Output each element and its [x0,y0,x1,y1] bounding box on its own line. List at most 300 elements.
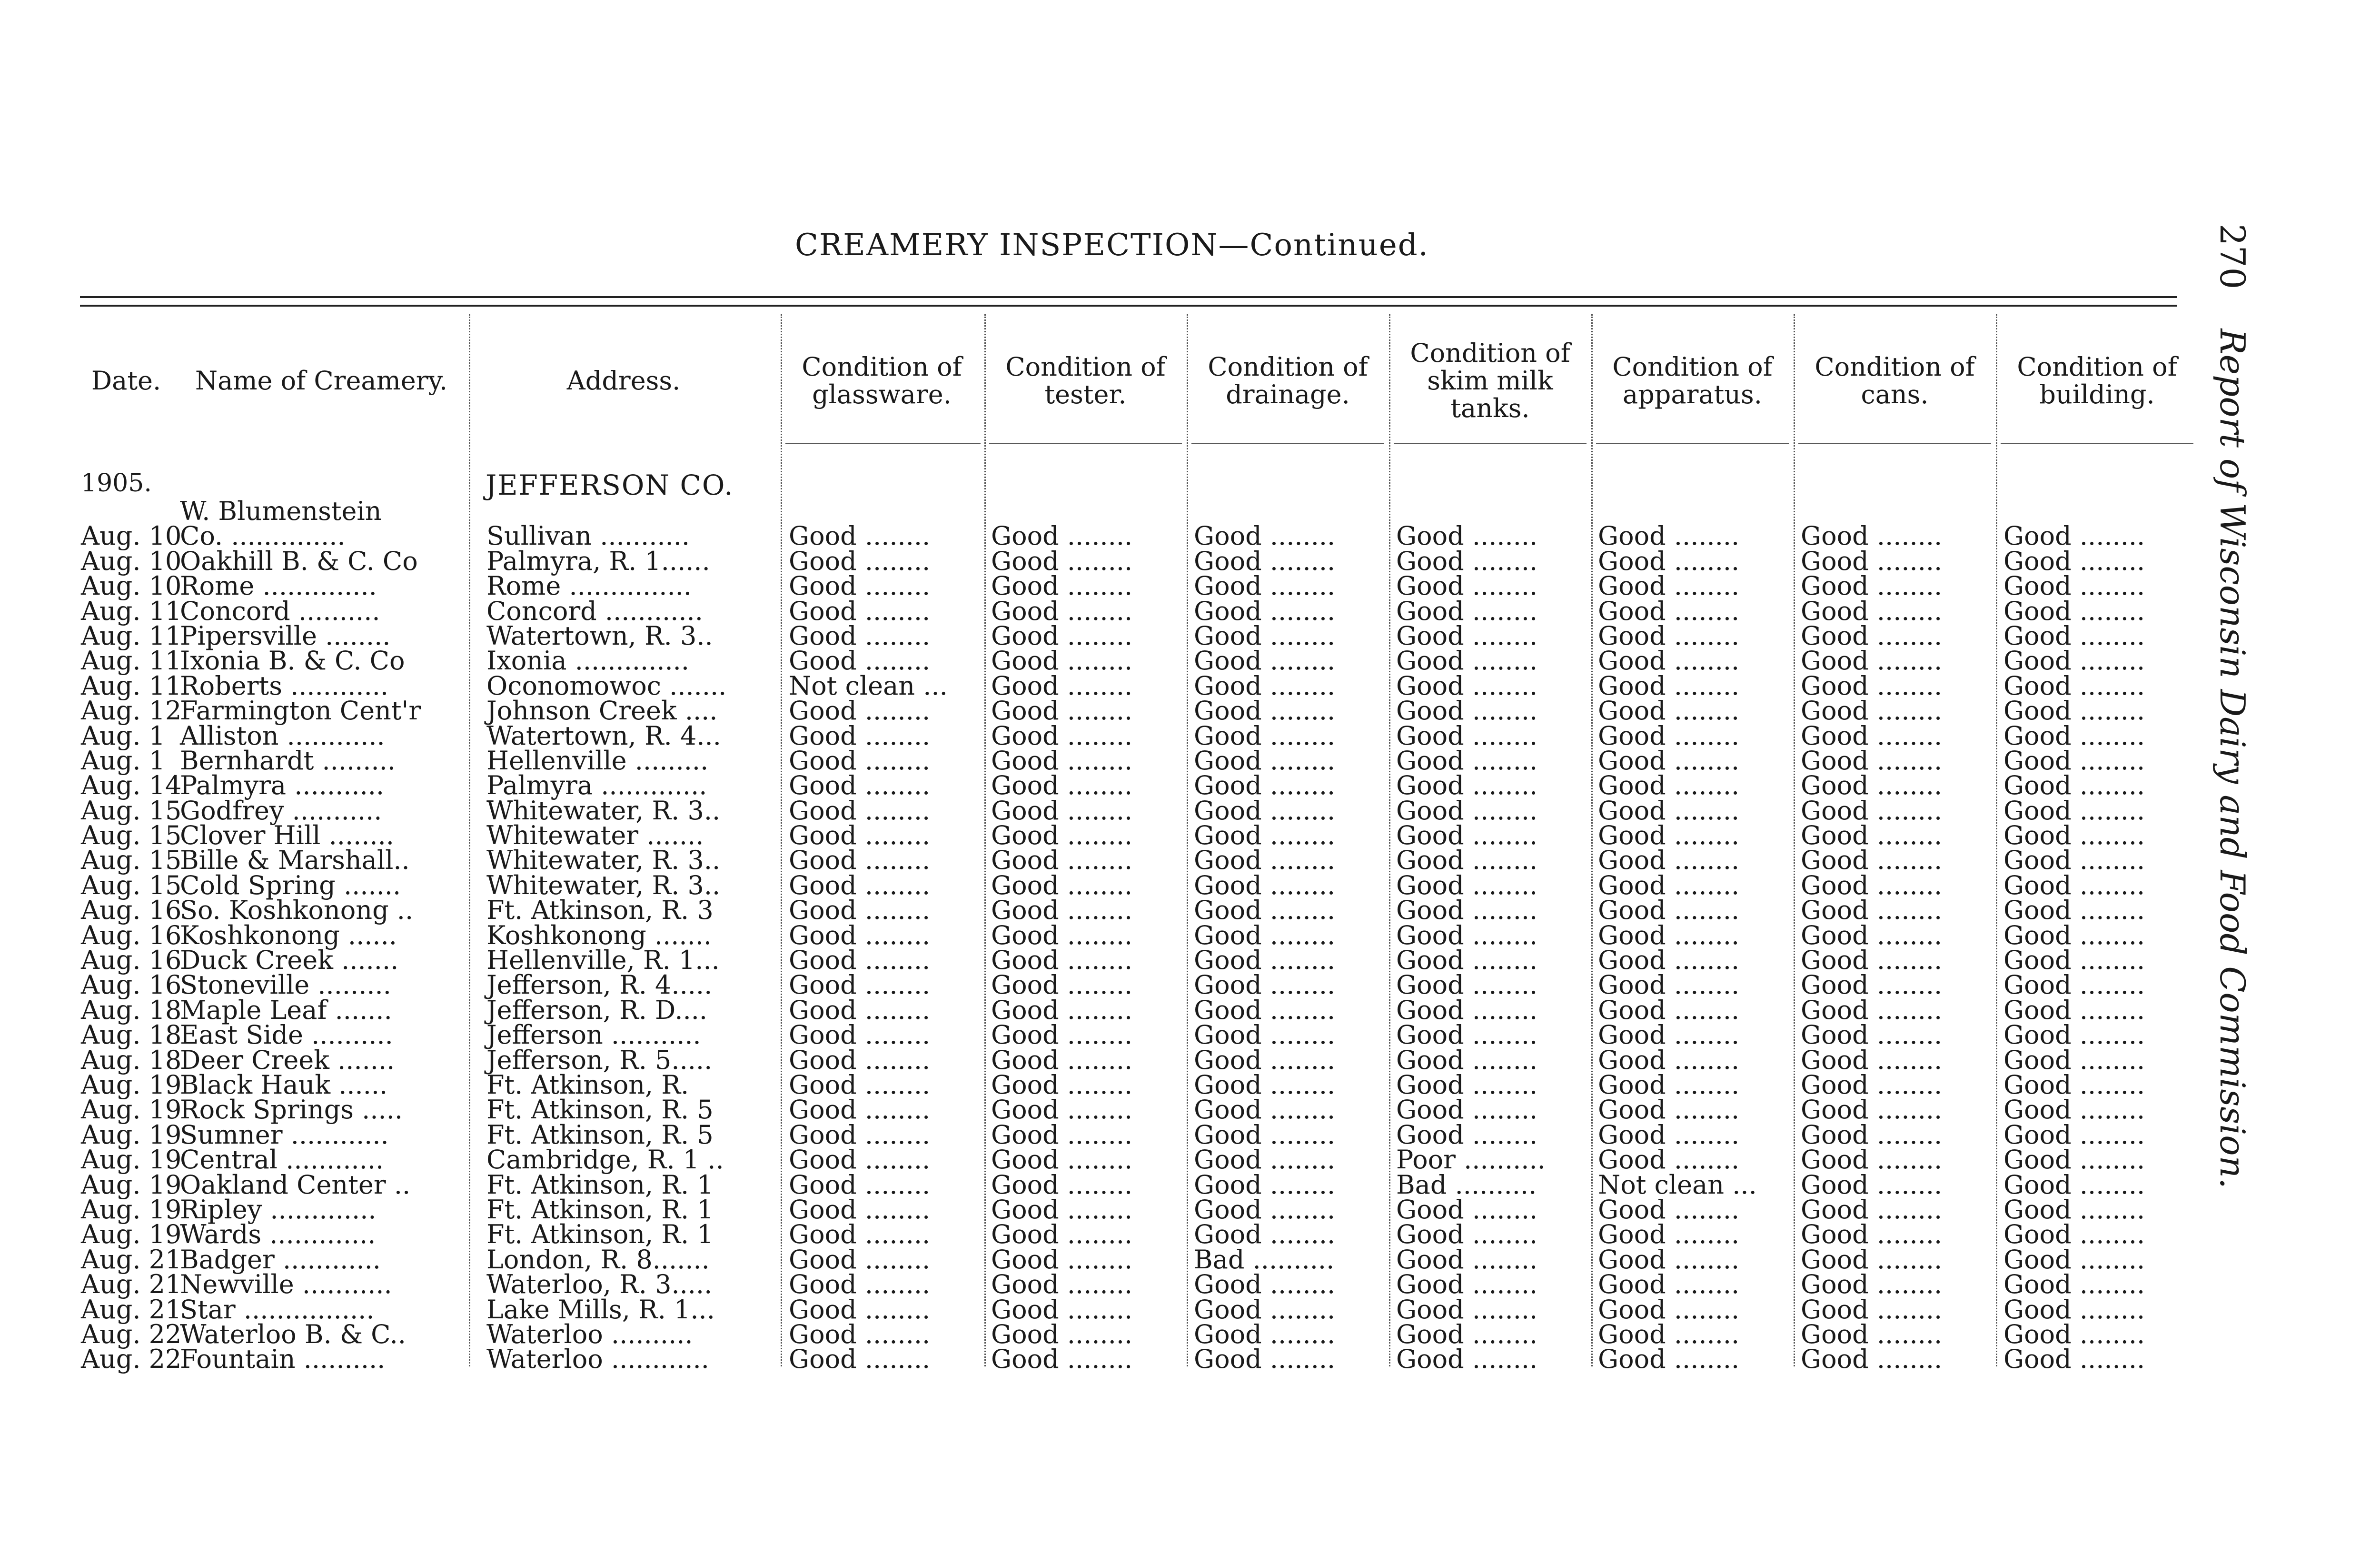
header-cans: Condition of cans. [1815,352,1975,409]
creamery-address: Lake Mills, R. 1... [486,1294,715,1325]
condition-glassware: Good ........ [789,770,931,801]
condition-drainage: Good ........ [1194,1294,1336,1325]
creamery-address: Jefferson ........... [486,1020,701,1050]
condition-cans: Good ........ [1801,770,1943,801]
creamery-address: Whitewater, R. 3.. [486,795,721,826]
creamery-address: Ft. Atkinson, R. 1 [486,1194,714,1225]
header-skim-milk-tanks: Condition of skim milk tanks. [1410,338,1570,423]
condition-tester: Good ........ [991,745,1133,776]
condition-apparatus: Good ........ [1598,1319,1740,1349]
inspection-date: Aug. 18 [81,1045,182,1075]
condition-glassware: Good ........ [789,895,931,926]
condition-skim-milk-tanks: Good ........ [1396,1020,1538,1050]
header-name: Name of Creamery. [195,366,448,396]
condition-skim-milk-tanks: Good ........ [1396,770,1538,801]
condition-cans: Good ........ [1801,1169,1943,1200]
inspection-date: Aug. 18 [81,1020,182,1050]
condition-glassware: Good ........ [789,1269,931,1300]
condition-drainage: Good ........ [1194,546,1336,576]
inspection-date: Aug. 19 [81,1095,182,1125]
condition-cans: Good ........ [1801,696,1943,726]
header-building: Condition of building. [2017,352,2177,409]
condition-building: Good ........ [2003,1095,2145,1125]
table-row [76,1344,2180,1375]
condition-apparatus: Good ........ [1598,1194,1740,1225]
condition-drainage: Good ........ [1194,820,1336,851]
condition-building: Good ........ [2003,1269,2145,1300]
table-row [76,1119,2180,1150]
condition-glassware: Not clean ... [789,670,948,701]
condition-drainage: Good ........ [1194,1020,1336,1050]
condition-apparatus: Good ........ [1598,770,1740,801]
condition-tester: Good ........ [991,1045,1133,1075]
inspection-date: Aug. 19 [81,1194,182,1225]
condition-glassware: Good ........ [789,1169,931,1200]
creamery-name: Waterloo B. & C.. [180,1319,406,1349]
creamery-address: Palmyra, R. 1...... [486,546,710,576]
condition-glassware: Good ........ [789,995,931,1025]
table-row [76,845,2180,876]
inspection-date: Aug. 16 [81,945,182,976]
condition-tester: Good ........ [991,995,1133,1025]
condition-cans: Good ........ [1801,1219,1943,1250]
creamery-name: Alliston ............ [180,720,385,751]
condition-drainage: Good ........ [1194,1344,1336,1375]
condition-building: Good ........ [2003,571,2145,601]
condition-skim-milk-tanks: Good ........ [1396,720,1538,751]
inspection-date: Aug. 19 [81,1169,182,1200]
condition-apparatus: Not clean ... [1598,1169,1757,1200]
condition-skim-milk-tanks: Good ........ [1396,895,1538,926]
condition-glassware: Good ........ [789,1319,931,1349]
creamery-name: Ripley ............. [180,1194,377,1225]
condition-skim-milk-tanks: Good ........ [1396,521,1538,551]
creamery-address: Concord ............ [486,596,703,626]
condition-drainage: Good ........ [1194,945,1336,976]
creamery-address: Ft. Atkinson, R. 5 [486,1119,714,1150]
condition-skim-milk-tanks: Good ........ [1396,620,1538,651]
condition-apparatus: Good ........ [1598,795,1740,826]
condition-building: Good ........ [2003,1020,2145,1050]
condition-cans: Good ........ [1801,870,1943,900]
inspection-date: Aug. 19 [81,1219,182,1250]
condition-apparatus: Good ........ [1598,1070,1740,1100]
condition-glassware: Good ........ [789,1194,931,1225]
inspection-date: Aug. 19 [81,1119,182,1150]
condition-cans: Good ........ [1801,970,1943,1000]
table-row [76,720,2180,751]
condition-drainage: Good ........ [1194,1194,1336,1225]
inspection-date: Aug. 15 [81,870,182,900]
condition-apparatus: Good ........ [1598,1344,1740,1375]
creamery-address: Waterloo ............ [486,1344,709,1375]
condition-cans: Good ........ [1801,745,1943,776]
creamery-name: Duck Creek ....... [180,945,399,976]
condition-glassware: Good ........ [789,745,931,776]
creamery-name: Star ................ [180,1294,375,1325]
inspection-date: Aug. 15 [81,845,182,876]
condition-apparatus: Good ........ [1598,895,1740,926]
inspection-date: Aug. 22 [81,1319,182,1349]
condition-drainage: Good ........ [1194,1070,1336,1100]
condition-skim-milk-tanks: Good ........ [1396,870,1538,900]
condition-cans: Good ........ [1801,1194,1943,1225]
condition-apparatus: Good ........ [1598,970,1740,1000]
condition-drainage: Good ........ [1194,1219,1336,1250]
condition-skim-milk-tanks: Good ........ [1396,1269,1538,1300]
table-row [76,696,2180,726]
condition-building: Good ........ [2003,1294,2145,1325]
condition-drainage: Good ........ [1194,870,1336,900]
condition-cans: Good ........ [1801,1145,1943,1175]
table-row [76,646,2180,676]
condition-skim-milk-tanks: Good ........ [1396,795,1538,826]
creamery-name: Pipersville ........ [180,620,391,651]
condition-glassware: Good ........ [789,1344,931,1375]
header-apparatus: Condition of apparatus. [1612,352,1773,409]
condition-tester: Good ........ [991,845,1133,876]
condition-tester: Good ........ [991,920,1133,950]
condition-tester: Good ........ [991,895,1133,926]
condition-skim-milk-tanks: Good ........ [1396,1219,1538,1250]
condition-drainage: Good ........ [1194,970,1336,1000]
condition-apparatus: Good ........ [1598,845,1740,876]
creamery-name: Farmington Cent'r [180,696,421,726]
header-underline [785,443,981,444]
creamery-address: Ft. Atkinson, R. 1 [486,1219,714,1250]
condition-building: Good ........ [2003,1145,2145,1175]
condition-tester: Good ........ [991,970,1133,1000]
condition-building: Good ........ [2003,596,2145,626]
table-row [76,1219,2180,1250]
table-row [76,770,2180,801]
creamery-address: Ft. Atkinson, R. 3 [486,895,714,926]
condition-cans: Good ........ [1801,1244,1943,1275]
creamery-address: Rome ............... [486,571,692,601]
condition-building: Good ........ [2003,1119,2145,1150]
inspection-date: Aug. 21 [81,1269,182,1300]
condition-glassware: Good ........ [789,546,931,576]
condition-tester: Good ........ [991,870,1133,900]
condition-apparatus: Good ........ [1598,571,1740,601]
header-tester: Condition of tester. [1005,352,1166,409]
table-row [76,571,2180,601]
table-row [76,1095,2180,1125]
condition-skim-milk-tanks: Good ........ [1396,845,1538,876]
condition-apparatus: Good ........ [1598,1294,1740,1325]
page-number: 270 [2212,224,2252,289]
creamery-address: Jefferson, R. 4..... [486,970,713,1000]
condition-drainage: Bad .......... [1194,1244,1335,1275]
condition-apparatus: Good ........ [1598,820,1740,851]
header-underline [2001,443,2193,444]
condition-glassware: Good ........ [789,870,931,900]
creamery-address: Ft. Atkinson, R. 5 [486,1095,714,1125]
condition-tester: Good ........ [991,670,1133,701]
condition-tester: Good ........ [991,596,1133,626]
condition-building: Good ........ [2003,696,2145,726]
table-row [76,945,2180,976]
table-row [76,596,2180,626]
table-row [76,1045,2180,1075]
condition-apparatus: Good ........ [1598,620,1740,651]
year-label: 1905. [81,469,152,498]
creamery-name: Sumner ............ [180,1119,389,1150]
running-head: Report of Wisconsin Dairy and Food Commission. [2212,329,2252,1189]
creamery-name: Palmyra ........... [180,770,385,801]
table-row [76,820,2180,851]
table-row [76,620,2180,651]
condition-cans: Good ........ [1801,1119,1943,1150]
condition-glassware: Good ........ [789,720,931,751]
creamery-name: Concord .......... [180,596,380,626]
condition-tester: Good ........ [991,1244,1133,1275]
condition-drainage: Good ........ [1194,1145,1336,1175]
condition-tester: Good ........ [991,720,1133,751]
condition-apparatus: Good ........ [1598,596,1740,626]
inspection-date: Aug. 11 [81,620,182,651]
inspection-date: Aug. 15 [81,795,182,826]
condition-cans: Good ........ [1801,920,1943,950]
condition-building: Good ........ [2003,1045,2145,1075]
condition-building: Good ........ [2003,820,2145,851]
condition-drainage: Good ........ [1194,1169,1336,1200]
inspection-date: Aug. 1 [81,745,166,776]
condition-cans: Good ........ [1801,895,1943,926]
condition-cans: Good ........ [1801,720,1943,751]
condition-drainage: Good ........ [1194,521,1336,551]
condition-drainage: Good ........ [1194,720,1336,751]
condition-apparatus: Good ........ [1598,1244,1740,1275]
inspection-date: Aug. 1 [81,720,166,751]
condition-tester: Good ........ [991,1070,1133,1100]
condition-glassware: Good ........ [789,1294,931,1325]
condition-cans: Good ........ [1801,521,1943,551]
condition-building: Good ........ [2003,795,2145,826]
condition-drainage: Good ........ [1194,1045,1336,1075]
condition-glassware: Good ........ [789,970,931,1000]
condition-tester: Good ........ [991,1294,1133,1325]
condition-drainage: Good ........ [1194,571,1336,601]
inspection-date: Aug. 21 [81,1294,182,1325]
creamery-address: Whitewater, R. 3.. [486,870,721,900]
condition-apparatus: Good ........ [1598,1045,1740,1075]
condition-cans: Good ........ [1801,1095,1943,1125]
header-glassware: Condition of glassware. [802,352,962,409]
condition-drainage: Good ........ [1194,1119,1336,1150]
condition-cans: Good ........ [1801,1294,1943,1325]
condition-cans: Good ........ [1801,1319,1943,1349]
creamery-name: Black Hauk ...... [180,1070,388,1100]
condition-tester: Good ........ [991,546,1133,576]
table-row [76,1145,2180,1175]
condition-building: Good ........ [2003,1194,2145,1225]
table-body [76,496,2180,1375]
creamery-name: Clover Hill ........ [180,820,394,851]
condition-skim-milk-tanks: Bad .......... [1396,1169,1537,1200]
creamery-name: Badger ............ [180,1244,381,1275]
header-underline [1596,443,1789,444]
condition-tester: Good ........ [991,945,1133,976]
header-underline [989,443,1182,444]
condition-cans: Good ........ [1801,571,1943,601]
condition-cans: Good ........ [1801,1020,1943,1050]
condition-building: Good ........ [2003,895,2145,926]
condition-building: Good ........ [2003,745,2145,776]
creamery-name: Fountain .......... [180,1344,386,1375]
inspection-date: Aug. 16 [81,895,182,926]
condition-glassware: Good ........ [789,1145,931,1175]
condition-glassware: Good ........ [789,1244,931,1275]
condition-tester: Good ........ [991,1319,1133,1349]
creamery-name: Newville ........... [180,1269,392,1300]
creamery-name: Central ............ [180,1145,384,1175]
inspection-date: Aug. 16 [81,970,182,1000]
condition-drainage: Good ........ [1194,795,1336,826]
condition-skim-milk-tanks: Good ........ [1396,696,1538,726]
condition-drainage: Good ........ [1194,895,1336,926]
condition-building: Good ........ [2003,720,2145,751]
condition-skim-milk-tanks: Good ........ [1396,995,1538,1025]
condition-skim-milk-tanks: Good ........ [1396,1344,1538,1375]
table-row [76,1194,2180,1225]
condition-tester: Good ........ [991,820,1133,851]
condition-building: Good ........ [2003,945,2145,976]
condition-building: Good ........ [2003,546,2145,576]
inspection-date: Aug. 15 [81,820,182,851]
condition-apparatus: Good ........ [1598,1119,1740,1150]
condition-apparatus: Good ........ [1598,920,1740,950]
table-header [76,324,2180,438]
inspection-date: Aug. 14 [81,770,182,801]
condition-tester: Good ........ [991,646,1133,676]
condition-drainage: Good ........ [1194,646,1336,676]
condition-building: Good ........ [2003,670,2145,701]
header-underline [1191,443,1384,444]
condition-apparatus: Good ........ [1598,696,1740,726]
condition-building: Good ........ [2003,1169,2145,1200]
creamery-name: Godfrey ........... [180,795,382,826]
condition-glassware: Good ........ [789,571,931,601]
condition-skim-milk-tanks: Good ........ [1396,1319,1538,1349]
creamery-name: Roberts ............ [180,670,389,701]
condition-tester: Good ........ [991,620,1133,651]
condition-skim-milk-tanks: Good ........ [1396,1244,1538,1275]
condition-apparatus: Good ........ [1598,1219,1740,1250]
condition-skim-milk-tanks: Good ........ [1396,745,1538,776]
creamery-name: Rome .............. [180,571,377,601]
creamery-name: Rock Springs ..... [180,1095,403,1125]
condition-apparatus: Good ........ [1598,1145,1740,1175]
condition-apparatus: Good ........ [1598,546,1740,576]
condition-cans: Good ........ [1801,596,1943,626]
condition-glassware: Good ........ [789,1095,931,1125]
condition-glassware: Good ........ [789,845,931,876]
condition-building: Good ........ [2003,1319,2145,1349]
condition-tester: Good ........ [991,521,1133,551]
condition-drainage: Good ........ [1194,770,1336,801]
condition-tester: Good ........ [991,1344,1133,1375]
side-caption-text [2209,224,2256,1319]
creamery-name: Koshkonong ...... [180,920,397,950]
condition-cans: Good ........ [1801,546,1943,576]
condition-cans: Good ........ [1801,820,1943,851]
creamery-name: W. Blumenstein Co. .............. [180,496,382,551]
creamery-address: Jefferson, R. D.... [486,995,708,1025]
condition-cans: Good ........ [1801,795,1943,826]
table-row [76,745,2180,776]
condition-glassware: Good ........ [789,795,931,826]
creamery-address: Ft. Atkinson, R. [486,1070,689,1100]
header-underline [1394,443,1587,444]
condition-tester: Good ........ [991,696,1133,726]
condition-building: Good ........ [2003,1244,2145,1275]
creamery-name: Cold Spring ....... [180,870,401,900]
condition-building: Good ........ [2003,845,2145,876]
condition-apparatus: Good ........ [1598,995,1740,1025]
table-row [76,1269,2180,1300]
condition-building: Good ........ [2003,920,2145,950]
table-row [76,546,2180,576]
creamery-name: Maple Leaf ....... [180,995,392,1025]
header-rule-top [80,296,2177,298]
condition-building: Good ........ [2003,521,2145,551]
condition-apparatus: Good ........ [1598,646,1740,676]
condition-skim-milk-tanks: Good ........ [1396,1095,1538,1125]
inspection-date: Aug. 11 [81,670,182,701]
condition-skim-milk-tanks: Good ........ [1396,1294,1538,1325]
condition-tester: Good ........ [991,795,1133,826]
creamery-address: Koshkonong ....... [486,920,712,950]
condition-skim-milk-tanks: Good ........ [1396,970,1538,1000]
creamery-name: East Side .......... [180,1020,393,1050]
table-row [76,1070,2180,1100]
inspection-date: Aug. 19 [81,1145,182,1175]
creamery-address: Waterloo .......... [486,1319,693,1349]
condition-building: Good ........ [2003,870,2145,900]
creamery-address: Sullivan ........... [486,521,690,551]
condition-skim-milk-tanks: Good ........ [1396,920,1538,950]
inspection-date: Aug. 11 [81,596,182,626]
condition-glassware: Good ........ [789,596,931,626]
table-row [76,970,2180,1000]
creamery-name: Bernhardt ......... [180,745,396,776]
condition-cans: Good ........ [1801,845,1943,876]
condition-building: Good ........ [2003,620,2145,651]
inspection-date: Aug. 16 [81,920,182,950]
condition-tester: Good ........ [991,1119,1133,1150]
condition-cans: Good ........ [1801,646,1943,676]
table-row [76,895,2180,926]
creamery-name: Bille & Marshall.. [180,845,410,876]
condition-tester: Good ........ [991,571,1133,601]
condition-drainage: Good ........ [1194,1269,1336,1300]
header-rule-bottom [80,305,2177,307]
condition-glassware: Good ........ [789,1070,931,1100]
condition-apparatus: Good ........ [1598,670,1740,701]
inspection-date: Aug. 11 [81,646,182,676]
condition-cans: Good ........ [1801,620,1943,651]
creamery-name: Oakland Center .. [180,1169,411,1200]
condition-skim-milk-tanks: Poor .......... [1396,1145,1546,1175]
table-row [76,1169,2180,1200]
condition-building: Good ........ [2003,970,2145,1000]
table-row [76,995,2180,1025]
creamery-address: Oconomowoc ....... [486,670,727,701]
header-date: Date. [91,366,161,396]
condition-skim-milk-tanks: Good ........ [1396,820,1538,851]
inspection-date: Aug. 18 [81,995,182,1025]
